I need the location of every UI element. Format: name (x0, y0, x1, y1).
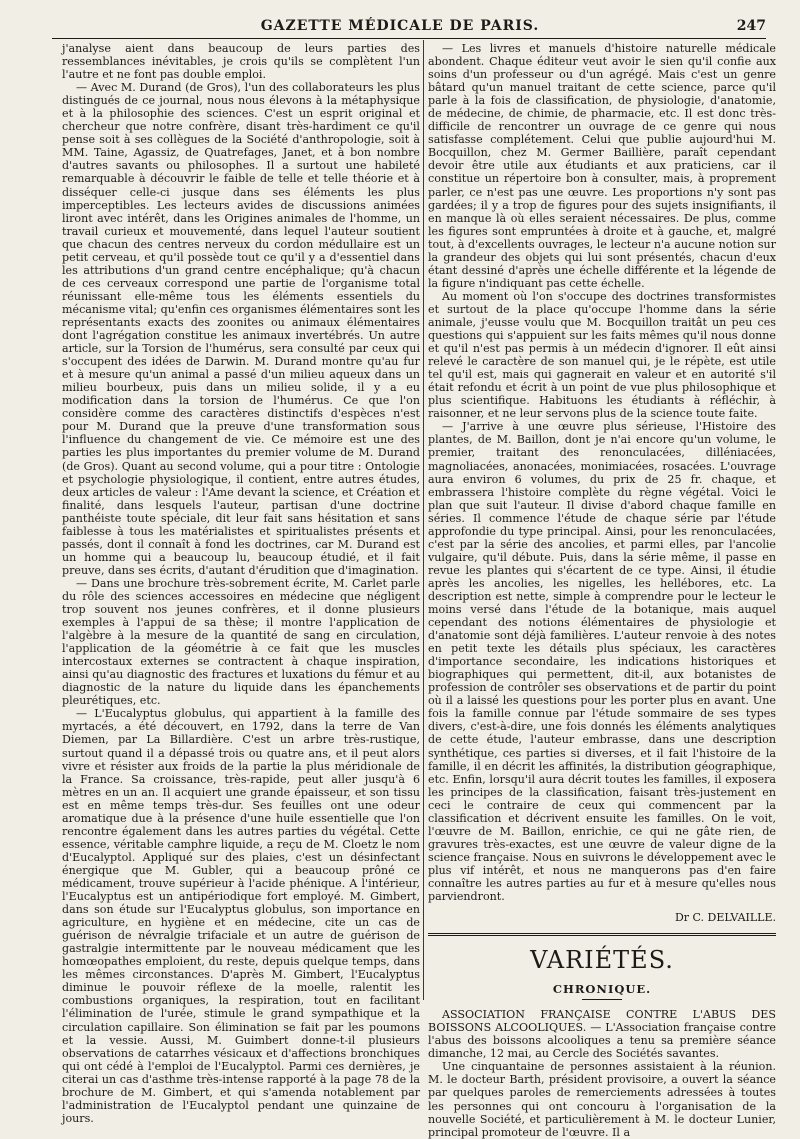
running-title: GAZETTE MÉDICALE DE PARIS. (260, 18, 540, 34)
left-column (62, 42, 420, 1125)
page-number: 247 (736, 18, 766, 34)
paragraph-reunion: Une cinquantaine de personnes assistaient à la réunion. M. le docteur Barth, président provisoire, a ouvert la séance par quelques paroles de remerciements adressées à toutes les personnes qui ont concouru à l'organisation de la nouvelle Société, et particulièrement à M. le docteur Lunier, principal promoteur de l'œuvre. Il a (428, 1060, 776, 1139)
author-signature: Dr C. DELVAILLE. (674, 911, 776, 925)
paragraph-carlet: — Dans une brochure très-sobrement écrite, M. Carlet parle du rôle des sciences accessoires en médecine que négligent trop souvent nos jeunes confrères, et il donne plusieurs exemples à l'appui de sa thèse; il montre l'application de l'algèbre à la mesure de la quantité de sang en circulation, l'application de la géométrie à ce fait que les muscles intercostaux externes se contractent à chaque inspiration, ainsi qu'au diagnostic des fractures et luxations du fémur et au diagnostic de la nature du liquide dans les épanchements pleurétiques, etc. (62, 576, 420, 708)
header-rule (52, 38, 766, 39)
subsection-title-chronique: CHRONIQUE. (552, 982, 652, 997)
paragraph-continuation: j'analyse aient dans beaucoup de leurs parties des ressemblances inévitables, je crois qu'ils se complètent l'un l'autre et ne font pas double emploi. (62, 42, 420, 82)
paragraph-durand: — Avec M. Durand (de Gros), l'un des collaborateurs les plus distingués de ce journal, nous nous élevons à la métaphysique et à la philosophie des sciences. C'est un esprit original et chercheur que notre confrère, disant très-hardiment ce qu'il pense soit à ses collègues de la Société d'anthropologie, soit à MM. Taine, Agassiz, de Quatrefages, Janet, et à bon nombre d'autres savants ou philosophes. Il a surtout une habileté remarquable à découvrir le faible de telle et telle théorie et à disséquer celle-ci jusque dans ses éléments les plus imperceptibles. Les lecteurs avides de discussions animées liront avec intérêt, dans les Origines animales de l'homme, un travail curieux et mouvementé, dans lequel l'auteur soutient que chacun des centres nerveux du cordon médullaire est un petit cerveau, et qu'il possède tout ce qu'il y a d'essentiel dans les attributions d'un grand centre encéphalique; qu'à chacun de ces cerveaux correspond une partie de l'organisme total réunissant elle-même tous les éléments essentiels du mécanisme vital; qu'enfin ces organismes élémentaires sont les représentants exacts des zoonites ou animaux élémentaires dont l'agrégation constitue les animaux invertébrés. Un autre article, sur la Torsion de l'humérus, sera consulté par ceux qui s'occupent des idées de Darwin. M. Durand montre qu'au fur et à mesure qu'un animal a passé d'un milieu aqueux dans un milieu bourbeux, puis dans un milieu solide, il y a eu modification dans la torsion de l'humérus. Ce que l'on considère comme des caractères distinctifs d'espèces n'est pour M. Durand que la preuve d'une transformation sous l'influence du changement de vie. Ce mémoire est une des parties les plus importantes du premier volume de M. Durand (de Gros). Quant au second volume, qui a pour titre : Ontologie et psychologie physiologique, il contient, entre autres études, deux articles de valeur : l'Ame devant la science, et Création et finalité, dans lesquels l'auteur, partisan d'une doctrine panthéiste toute spéciale, dit leur fait sans hésitation et sans faiblesse à tous les matérialistes et spiritualistes présents et passés, dont il connaît à fond les doctrines, car M. Durand est un homme qui a beaucoup lu, beaucoup étudié, et il fait preuve, dans ses écrits, d'autant d'érudition que d'imagination. (62, 81, 420, 577)
right-column (428, 42, 776, 1139)
section-title-varietes: VARIÉTÉS. (530, 946, 674, 975)
section-rule (428, 933, 776, 936)
paragraph-baillon: — J'arrive à une œuvre plus sérieuse, l'Histoire des plantes, de M. Baillon, dont je n'ai encore qu'un volume, le premier, traitant des renonculacées, dilléniacées, magnoliacées, anonacées, monimiacées, rosacées. L'ouvrage aura environ 6 volumes, du prix de 25 fr. chaque, et embrassera l'histoire complète du règne végétal. Voici le plan que suit l'auteur. Il divise d'abord chaque famille en séries. Il commence l'étude de chaque série par l'étude approfondie du type principal. Ainsi, pour les renonculacées, c'est par la série des ancolies, et parmi elles, par l'ancolie vulgaire, qu'il débute. Puis, dans la série même, il passe en revue les plantes qui s'écartent de ce type. Ainsi, il étudie après les ancolies, les nigelles, les hellébores, etc. La description est nette, simple à comprendre pour le lecteur le moins versé dans l'étude de la botanique, mais auquel cependant des notions élémentaires de physiologie et d'anatomie sont déjà familières. L'auteur renvoie à des notes en petit texte les détails plus spéciaux, les caractères d'importance secondaire, les indications historiques et biographiques qui permettent, dit-il, aux botanistes de profession de contrôler ses observations et de partir du point où il a laissé les questions pour les porter plus en avant. Une fois la famille connue par l'étude sommaire de ses types divers, c'est-à-dire, une fois donnés les éléments analytiques de cette étude, l'auteur embrasse, dans une description synthétique, ces parties si diverses, et il fait l'histoire de la famille, il en décrit les affinités, la distribution géographique, etc. Enfin, lorsqu'il aura décrit toutes les familles, il exposera les principes de la classification, faisant très-justement en ceci le contraire de ceux qui commencent par la classification et décrivent ensuite les familles. On le voit, l'œuvre de M. Baillon, enrichie, ce qui ne gâte rien, de gravures très-exactes, est une œuvre de valeur digne de la science française. Nous en suivrons le développement avec le plus vif intérêt, et nous ne manquerons pas d'en faire connaître les autres parties au fur et à mesure qu'elles nous parviendront. (428, 420, 776, 904)
page-header (0, 0, 800, 38)
paragraph-manuels: — Les livres et manuels d'histoire naturelle médicale abondent. Chaque éditeur veut avoir le sien qu'il confie aux soins d'un professeur ou d'un agrégé. Mais c'est un genre bâtard qu'un manuel traitant de cette science, parce qu'il parle à la fois de classification, de physiologie, d'anatomie, de médecine, de chimie, de pharmacie, etc. Il est donc très-difficile de rencontrer un ouvrage de ce genre qui nous satisfasse complétement. Celui que publie aujourd'hui M. Bocquillon, chez M. Germer Baillière, paraît cependant devoir être utile aux étudiants et aux praticiens, car il constitue un répertoire bon à consulter, mais, à proprement parler, ce n'est pas une œuvre. Les proportions n'y sont pas gardées; il y a trop de figures pour des sujets insignifiants, il en manque là où elles seraient nécessaires. De plus, comme les figures sont empruntées à droite et à gauche, et, malgré tout, à d'excellents ouvrages, le lecteur n'a aucune notion sur la grandeur des objets qui lui sont présentés, chacun d'eux étant dessiné d'après une échelle différente et la légende de la figure n'indiquant pas cette échelle. (428, 42, 776, 290)
paragraph-transformistes: Au moment où l'on s'occupe des doctrines transformistes et surtout de la place qu'occupe l'homme dans la série animale, j'eusse voulu que M. Bocquillon traitât un peu ces questions qui s'appuient sur les faits mêmes qu'il nous donne et qu'il n'est pas permis à un médecin d'ignorer. Il eût ainsi relevé le caractère de son manuel qui, je le répète, est utile tel qu'il est, mais qui gagnerait en valeur et en autorité s'il était refondu et écrit à un point de vue plus philosophique et plus scientifique. Habituons les étudiants à réfléchir, à raisonner, et ne leur servons plus de la science toute faite. (428, 289, 776, 421)
column-divider (423, 40, 424, 1000)
paragraph-eucalyptus: — L'Eucalyptus globulus, qui appartient à la famille des myrtacés, a été découvert, en 1792, dans la terre de Van Diemen, par La Billardière. C'est un arbre très-rustique, surtout quand il a dépassé trois ou quatre ans, et il peut alors vivre et résister aux froids de la partie la plus méridionale de la France. Sa croissance, très-rapide, peut aller jusqu'à 6 mètres en un an. Il acquiert une grande épaisseur, et son tissu est en même temps très-dur. Ses feuilles ont une odeur aromatique due à la présence d'une huile essentielle que l'on rencontre également dans les autres parties du végétal. Cette essence, véritable camphre liquide, a reçu de M. Cloetz le nom d'Eucalyptol. Appliqué sur des plaies, c'est un désinfectant énergique que M. Gubler, qui a beaucoup prôné ce médicament, trouve supérieur à l'acide phénique. A l'intérieur, l'Eucalyptus est un antipériodique fort employé. M. Gimbert, dans son étude sur l'Eucalyptus globulus, son importance en agriculture, en hygiène et en médecine, cite un cas de guérison de névralgie trifaciale et un autre de guérison de gastralgie intermittente par le nouveau médicament que les homœopathes emploient, du reste, depuis quelque temps, dans les mêmes circonstances. D'après M. Gimbert, l'Eucalyptus diminue le pouvoir réflexe de la moelle, ralentit les combustions organiques, la respiration, tout en facilitant l'élimination de l'urée, stimule le grand sympathique et la circulation capillaire. Son élimination se fait par les poumons et la vessie. Aussi, M. Guimbert donne-t-il plusieurs observations de catarrhes vésicaux et d'affections bronchiques qui ont cédé à l'emploi de l'Eucalyptol. Parmi ces dernières, je citerai un cas d'asthme très-intense rapporté à la page 78 de la brochure de M. Gimbert, et qui s'amenda notablement par l'administration de l'Eucalyptol pendant une quinzaine de jours. (62, 707, 420, 1125)
subsection-rule (582, 999, 622, 1000)
paragraph-association: ASSOCIATION FRANÇAISE CONTRE L'ABUS DES BOISSONS ALCOOLIQUES. — L'Association française contre l'abus des boissons alcooliques a tenu sa première séance dimanche, 12 mai, au Cercle des Sociétés savantes. (428, 1008, 776, 1061)
